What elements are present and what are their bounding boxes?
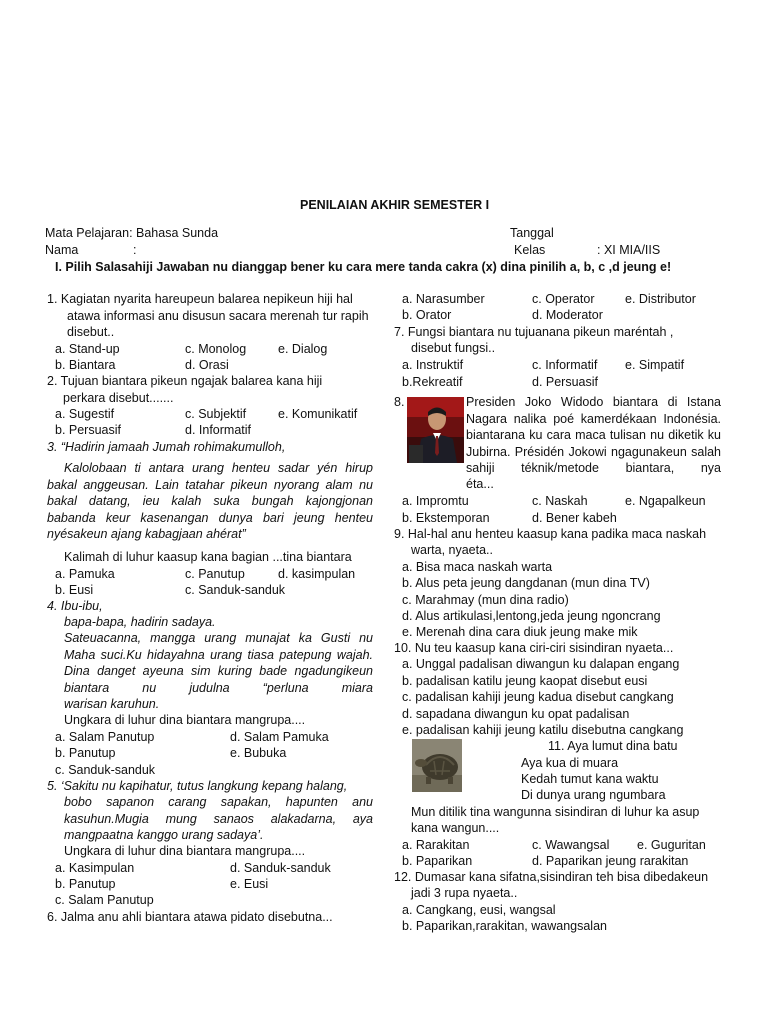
q9-option-b: b. Alus peta jeung dangdanan (mun dina TV) (402, 576, 650, 590)
q12-option-a: a. Cangkang, eusi, wangsal (402, 903, 556, 917)
q3-option-b: b. Eusi (55, 583, 94, 597)
q7-option-b: b.Rekreatif (402, 375, 463, 389)
q8-option-a: a. Impromtu (402, 494, 469, 508)
q12-option-b: b. Paparikan,rarakitan, wawangsalan (402, 919, 607, 933)
q4-option-b: b. Panutup (55, 746, 116, 760)
q2-option-b: b. Persuasif (55, 423, 122, 437)
q4-option-a: a. Salam Panutup (55, 730, 155, 744)
q7-option-a: a. Instruktif (402, 358, 464, 372)
q9-option-d: d. Alus artikulasi,lentong,jeda jeung ngoncrang (402, 609, 661, 623)
date-label: Tanggal (510, 226, 554, 240)
q4-option-e: e. Bubuka (230, 746, 287, 760)
q6-option-e: e. Distributor (625, 292, 696, 306)
q6-option-d: d. Moderator (532, 308, 603, 322)
q5-option-b: b. Panutup (55, 877, 116, 891)
q1-option-c: c. Monolog (185, 342, 247, 356)
q5-option-d: d. Sanduk-sanduk (230, 861, 331, 875)
q11-stem2: kana wangun.... (411, 821, 500, 835)
q2-option-d: d. Informatif (185, 423, 251, 437)
q12-line1: 12. Dumasar kana sifatna,sisindiran teh bisa dibedakeun (394, 870, 709, 884)
q3-passage: Kalolobaan ti antara urang henteu sadar yén hirup bakal anggeusan. Lain tatahar pikeun nyorang alam nu bakal datang, ieu kalah suka bungah kajongjonan babanda keur kasenangan dunya bari jeung henteu (47, 461, 373, 525)
q8-passage: Presiden Joko Widodo biantara di Istana Nagara nalika poé kamerdékaan Indonésia. biantarana ku cara maca tulisan nu diketik ku Jubirna. Présidén Jokowi ngagunakeun salah sahiji téknik/metode biantara, nya (466, 395, 721, 475)
q11-option-a: a. Rarakitan (402, 838, 470, 852)
president-photo-graphic (407, 397, 464, 463)
q7-line2: disebut fungsi.. (411, 341, 496, 355)
q4-line1: 4. Ibu-ibu, (47, 599, 103, 613)
q8-option-d: d. Bener kabeh (532, 511, 617, 525)
q10-option-c: c. padalisan kahiji jeung kadua disebut cangkang (402, 690, 674, 704)
q9-option-a: a. Bisa maca naskah warta (402, 560, 553, 574)
q5-option-a: a. Kasimpulan (55, 861, 135, 875)
president-photo (407, 397, 464, 463)
q6-option-c: c. Operator (532, 292, 595, 306)
q10-option-a: a. Unggal padalisan diwangun ku dalapan engang (402, 657, 680, 671)
q1-line1: 1. Kagiatan nyarita hareupeun balarea nepikeun hiji hal (47, 292, 353, 306)
q1-option-b: b. Biantara (55, 358, 116, 372)
q3-passage-last: nyésakeun ajang kabagjaan ahérat” (47, 527, 246, 541)
q5-option-c: c. Salam Panutup (55, 893, 154, 907)
q10-option-e: e. padalisan kahiji jeung katilu disebutna cangkang (402, 723, 684, 737)
q2-option-a: a. Sugestif (55, 407, 115, 421)
instruction: I. Pilih Salasahiji Jawaban nu dianggap bener ku cara mere tanda cakra (x) dina pinilih a, b, c ,d jeung e! (55, 260, 672, 274)
q11-option-b: b. Paparikan (402, 854, 473, 868)
q1-option-a: a. Stand-up (55, 342, 120, 356)
q1-line3: disebut.. (67, 325, 115, 339)
name-label: Nama (45, 243, 79, 257)
q11-poem-line3: Kedah tumut kana waktu (521, 772, 659, 786)
q3-option-a: a. Pamuka (55, 567, 115, 581)
q2-line1: 2. Tujuan biantara pikeun ngajak balarea kana hiji (47, 374, 323, 388)
q6-option-a: a. Narasumber (402, 292, 485, 306)
q10-option-b: b. padalisan katilu jeung kaopat disebut eusi (402, 674, 648, 688)
class-value: : XI MIA/IIS (597, 243, 661, 257)
q2-option-c: c. Subjektif (185, 407, 247, 421)
q6-stem: 6. Jalma anu ahli biantara atawa pidato disebutna... (47, 910, 333, 924)
turtle-photo (412, 739, 462, 792)
q3-option-c: c. Panutup (185, 567, 245, 581)
q7-line1: 7. Fungsi biantara nu tujuanana pikeun maréntah , (394, 325, 674, 339)
q4-option-c: c. Sanduk-sanduk (55, 763, 156, 777)
q3-line1: 3. “Hadirin jamaah Jumah rohimakumulloh, (47, 440, 286, 454)
q5-option-e: e. Eusi (230, 877, 269, 891)
q7-option-c: c. Informatif (532, 358, 598, 372)
q9-line2: warta, nyaeta.. (411, 543, 493, 557)
q8-option-c: c. Naskah (532, 494, 588, 508)
q4-option-d: d. Salam Pamuka (230, 730, 329, 744)
q11-option-e: e. Guguritan (637, 838, 706, 852)
q2-line2: perkara disebut....... (63, 391, 174, 405)
q2-option-e: e. Komunikatif (278, 407, 358, 421)
q9-line1: 9. Hal-hal anu henteu kaasup kana padika maca naskah (394, 527, 707, 541)
q3-stem: Kalimah di luhur kaasup kana bagian ...tina biantara (64, 550, 352, 564)
q5-passage: bobo sapanon carang sapakan, hapunten anu kasuhun.Mugia mung sanaos alakadarna, aya (64, 795, 373, 826)
q11-poem-line2: Aya kua di muara (521, 756, 619, 770)
q7-option-d: d. Persuasif (532, 375, 599, 389)
name-colon: : (133, 243, 137, 257)
q4-line2: bapa-bapa, hadirin sadaya. (64, 615, 216, 629)
q5-stem: Ungkara di luhur dina biantara mangrupa.... (64, 844, 306, 858)
q3-option-d: d. kasimpulan (278, 567, 356, 581)
q11-option-c: c. Wawangsal (532, 838, 610, 852)
q11-stem1: Mun ditilik tina wangunna sisindiran di luhur ka asup (411, 805, 700, 819)
q8-option-b: b. Ekstemporan (402, 511, 490, 525)
q1-option-e: e. Dialog (278, 342, 328, 356)
q11-option-d: d. Paparikan jeung rarakitan (532, 854, 689, 868)
q9-option-c: c. Marahmay (mun dina radio) (402, 593, 569, 607)
page-title: PENILAIAN AKHIR SEMESTER I (300, 198, 490, 212)
class-label: Kelas (514, 243, 546, 257)
q4-stem: Ungkara di luhur dina biantara mangrupa.... (64, 713, 306, 727)
q10-option-d: d. sapadana diwangun ku opat padalisan (402, 707, 630, 721)
q12-line2: jadi 3 rupa nyaeta.. (411, 886, 518, 900)
q6-option-b: b. Orator (402, 308, 452, 322)
q11-poem-line1: 11. Aya lumut dina batu (548, 739, 678, 753)
q5-line1: 5. ‘Sakitu nu kapihatur, tutus langkung kepang halang, (47, 779, 348, 793)
q11-poem-line4: Di dunya urang ngumbara (521, 788, 666, 802)
q9-option-e: e. Merenah dina cara diuk jeung make mik (402, 625, 638, 639)
q8-option-e: e. Ngapalkeun (625, 494, 706, 508)
q5-passage-last: mangpaatna kanggo urang sadaya’. (64, 828, 264, 842)
q8-passage-last: éta... (466, 477, 494, 491)
q3-option-c2: c. Sanduk-sanduk (185, 583, 286, 597)
turtle-photo-graphic (412, 739, 462, 792)
q10-stem: 10. Nu teu kaasup kana ciri-ciri sisindiran nyaeta... (394, 641, 674, 655)
q1-option-d: d. Orasi (185, 358, 229, 372)
q4-passage: Sateuacanna, mangga urang munajat ka Gusti nu Maha suci.Ku hidayahna urang tiasa patepung wajah. Dina danget ayeuna sim kuring bade ngadungikeun biantara nu judulna “perluna miara (64, 631, 373, 695)
q7-option-e: e. Simpatif (625, 358, 685, 372)
q8-number: 8. (394, 395, 405, 409)
q4-passage-last: warisan karuhun. (64, 697, 160, 711)
q1-line2: atawa informasi anu disusun sacara merenah tur rapih (67, 309, 369, 323)
subject-field: Mata Pelajaran: Bahasa Sunda (45, 226, 219, 240)
